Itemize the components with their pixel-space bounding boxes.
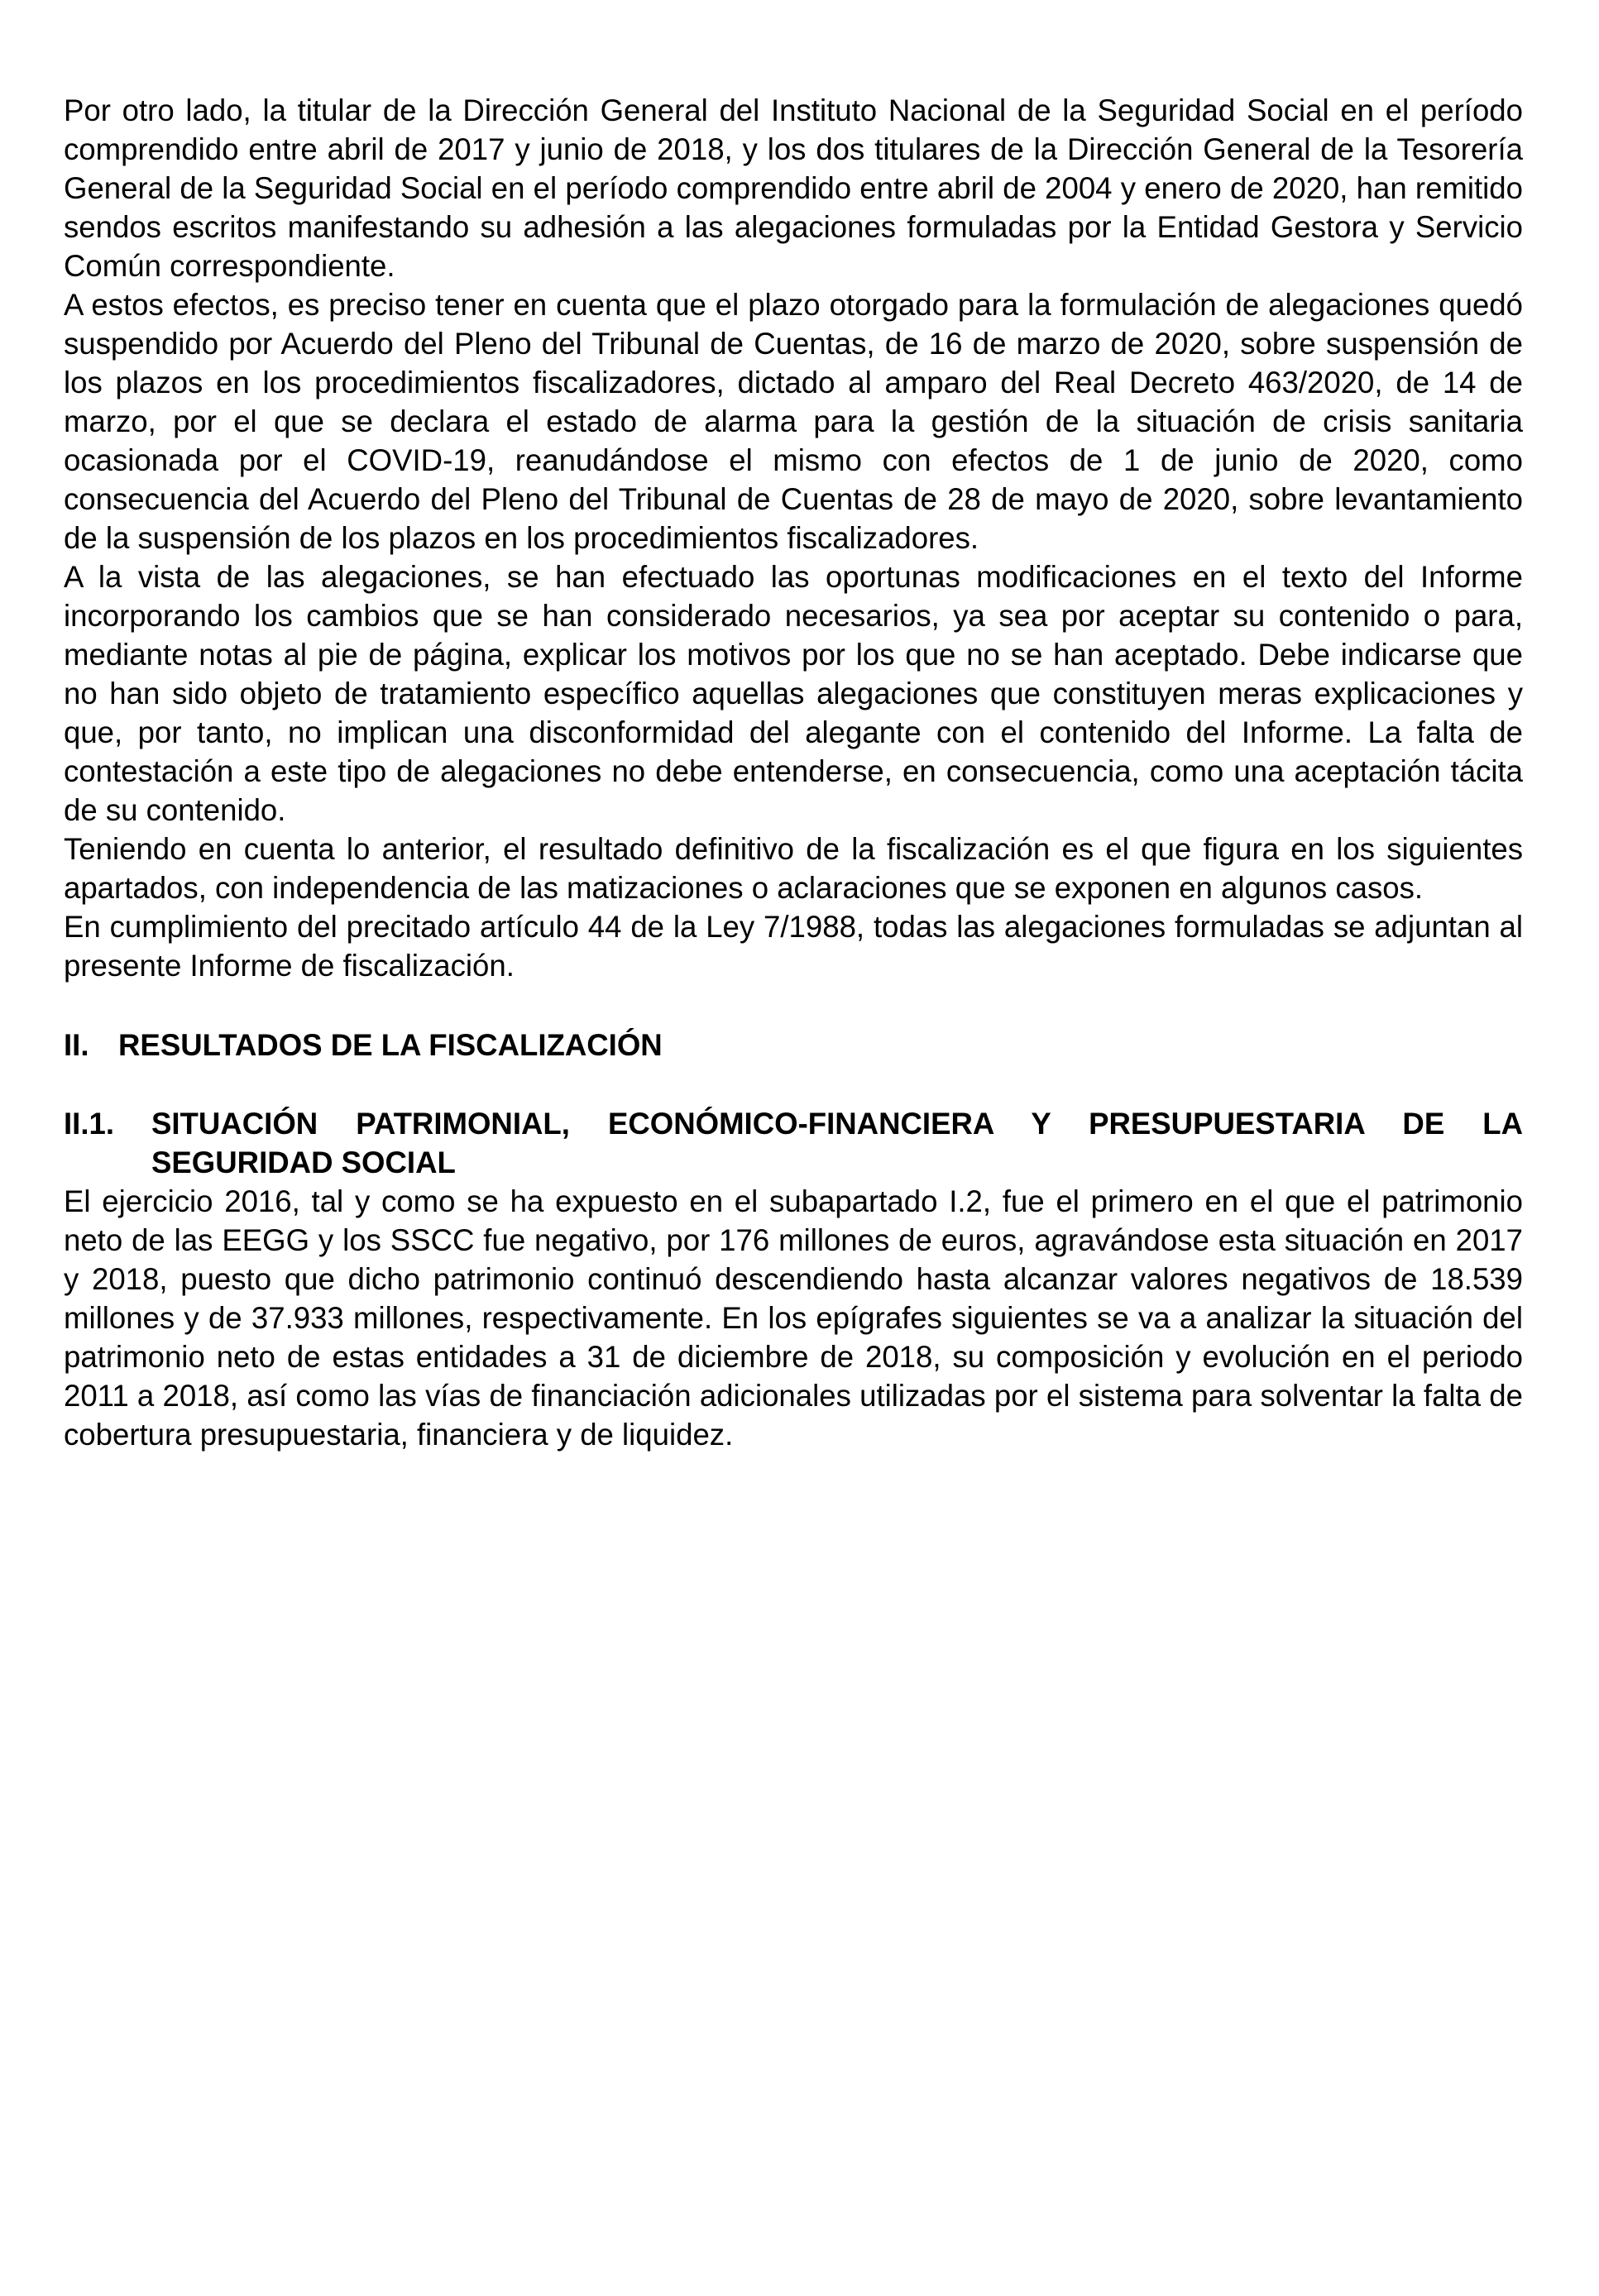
section-heading [64, 1026, 1523, 1064]
subsection-heading [64, 1104, 1523, 1182]
subsection-number: II.1. [64, 1107, 114, 1141]
paragraph-patrimonio-neto: El ejercicio 2016, tal y como se ha expuesto en el subapartado I.2, fue el primero en el que el patrimonio neto de las EEGG y los SSCC fue negativo, por 176 millones de euros, agravándose esta situación en 2017 y 2018, puesto que dicho patrimonio continuó descendiendo hasta alcanzar valores negativos de 18.539 millones y de 37.933 millones, respectivamente. En los epígrafes siguientes se va a analizar la situación del patrimonio neto de estas entidades a 31 de diciembre de 2018, su composición y evolución en el periodo 2011 a 2018, así como las vías de financiación adicionales utilizadas por el sistema para solventar la falta de cobertura presupuestaria, financiera y de liquidez. [64, 1184, 1523, 1452]
section-number: II. [64, 1028, 89, 1062]
subsection-title: SITUACIÓN PATRIMONIAL, ECONÓMICO-FINANCIERA Y PRESUPUESTARIA DE LA SEGURIDAD SOCIAL [151, 1107, 1523, 1179]
paragraph-adhesion: Por otro lado, la titular de la Dirección General del Instituto Nacional de la Seguridad Social en el período comprendido entre abril de 2017 y junio de 2018, y los dos titulares de la Dirección General de la Tesorería General de la Seguridad Social en el período comprendido entre abril de 2004 y enero de 2020, han remitido sendos escritos manifestando su adhesión a las alegaciones formuladas por la Entidad Gestora y Servicio Común correspondiente. [64, 93, 1523, 283]
document-page [64, 91, 1523, 1454]
section-title: RESULTADOS DE LA FISCALIZACIÓN [118, 1028, 663, 1062]
paragraph-modificaciones-informe: A la vista de las alegaciones, se han efectuado las oportunas modificaciones en el texto del Informe incorporando los cambios que se han considerado necesarios, ya sea por aceptar su contenido o para, mediante notas al pie de página, explicar los motivos por los que no se han aceptado. Debe indicarse que no han sido objeto de tratamiento específico aquellas alegaciones que constituyen meras explicaciones y que, por tanto, no implican una disconformidad del alegante con el contenido del Informe. La falta de contestación a este tipo de alegaciones no debe entenderse, en consecuencia, como una aceptación tácita de su contenido. [64, 560, 1523, 827]
paragraph-alegaciones-adjuntas: En cumplimiento del precitado artículo 44 de la Ley 7/1988, todas las alegaciones formuladas se adjuntan al presente Informe de fiscalización. [64, 910, 1523, 983]
paragraph-resultado-definitivo: Teniendo en cuenta lo anterior, el resultado definitivo de la fiscalización es el que figura en los siguientes apartados, con independencia de las matizaciones o aclaraciones que se exponen en algunos casos. [64, 832, 1523, 905]
paragraph-suspension-plazos: A estos efectos, es preciso tener en cuenta que el plazo otorgado para la formulación de alegaciones quedó suspendido por Acuerdo del Pleno del Tribunal de Cuentas, de 16 de marzo de 2020, sobre suspensión de los plazos en los procedimientos fiscalizadores, dictado al amparo del Real Decreto 463/2020, de 14 de marzo, por el que se declara el estado de alarma para la gestión de la situación de crisis sanitaria ocasionada por el COVID-19, reanudándose el mismo con efectos de 1 de junio de 2020, como consecuencia del Acuerdo del Pleno del Tribunal de Cuentas de 28 de mayo de 2020, sobre levantamiento de la suspensión de los plazos en los procedimientos fiscalizadores. [64, 288, 1523, 555]
